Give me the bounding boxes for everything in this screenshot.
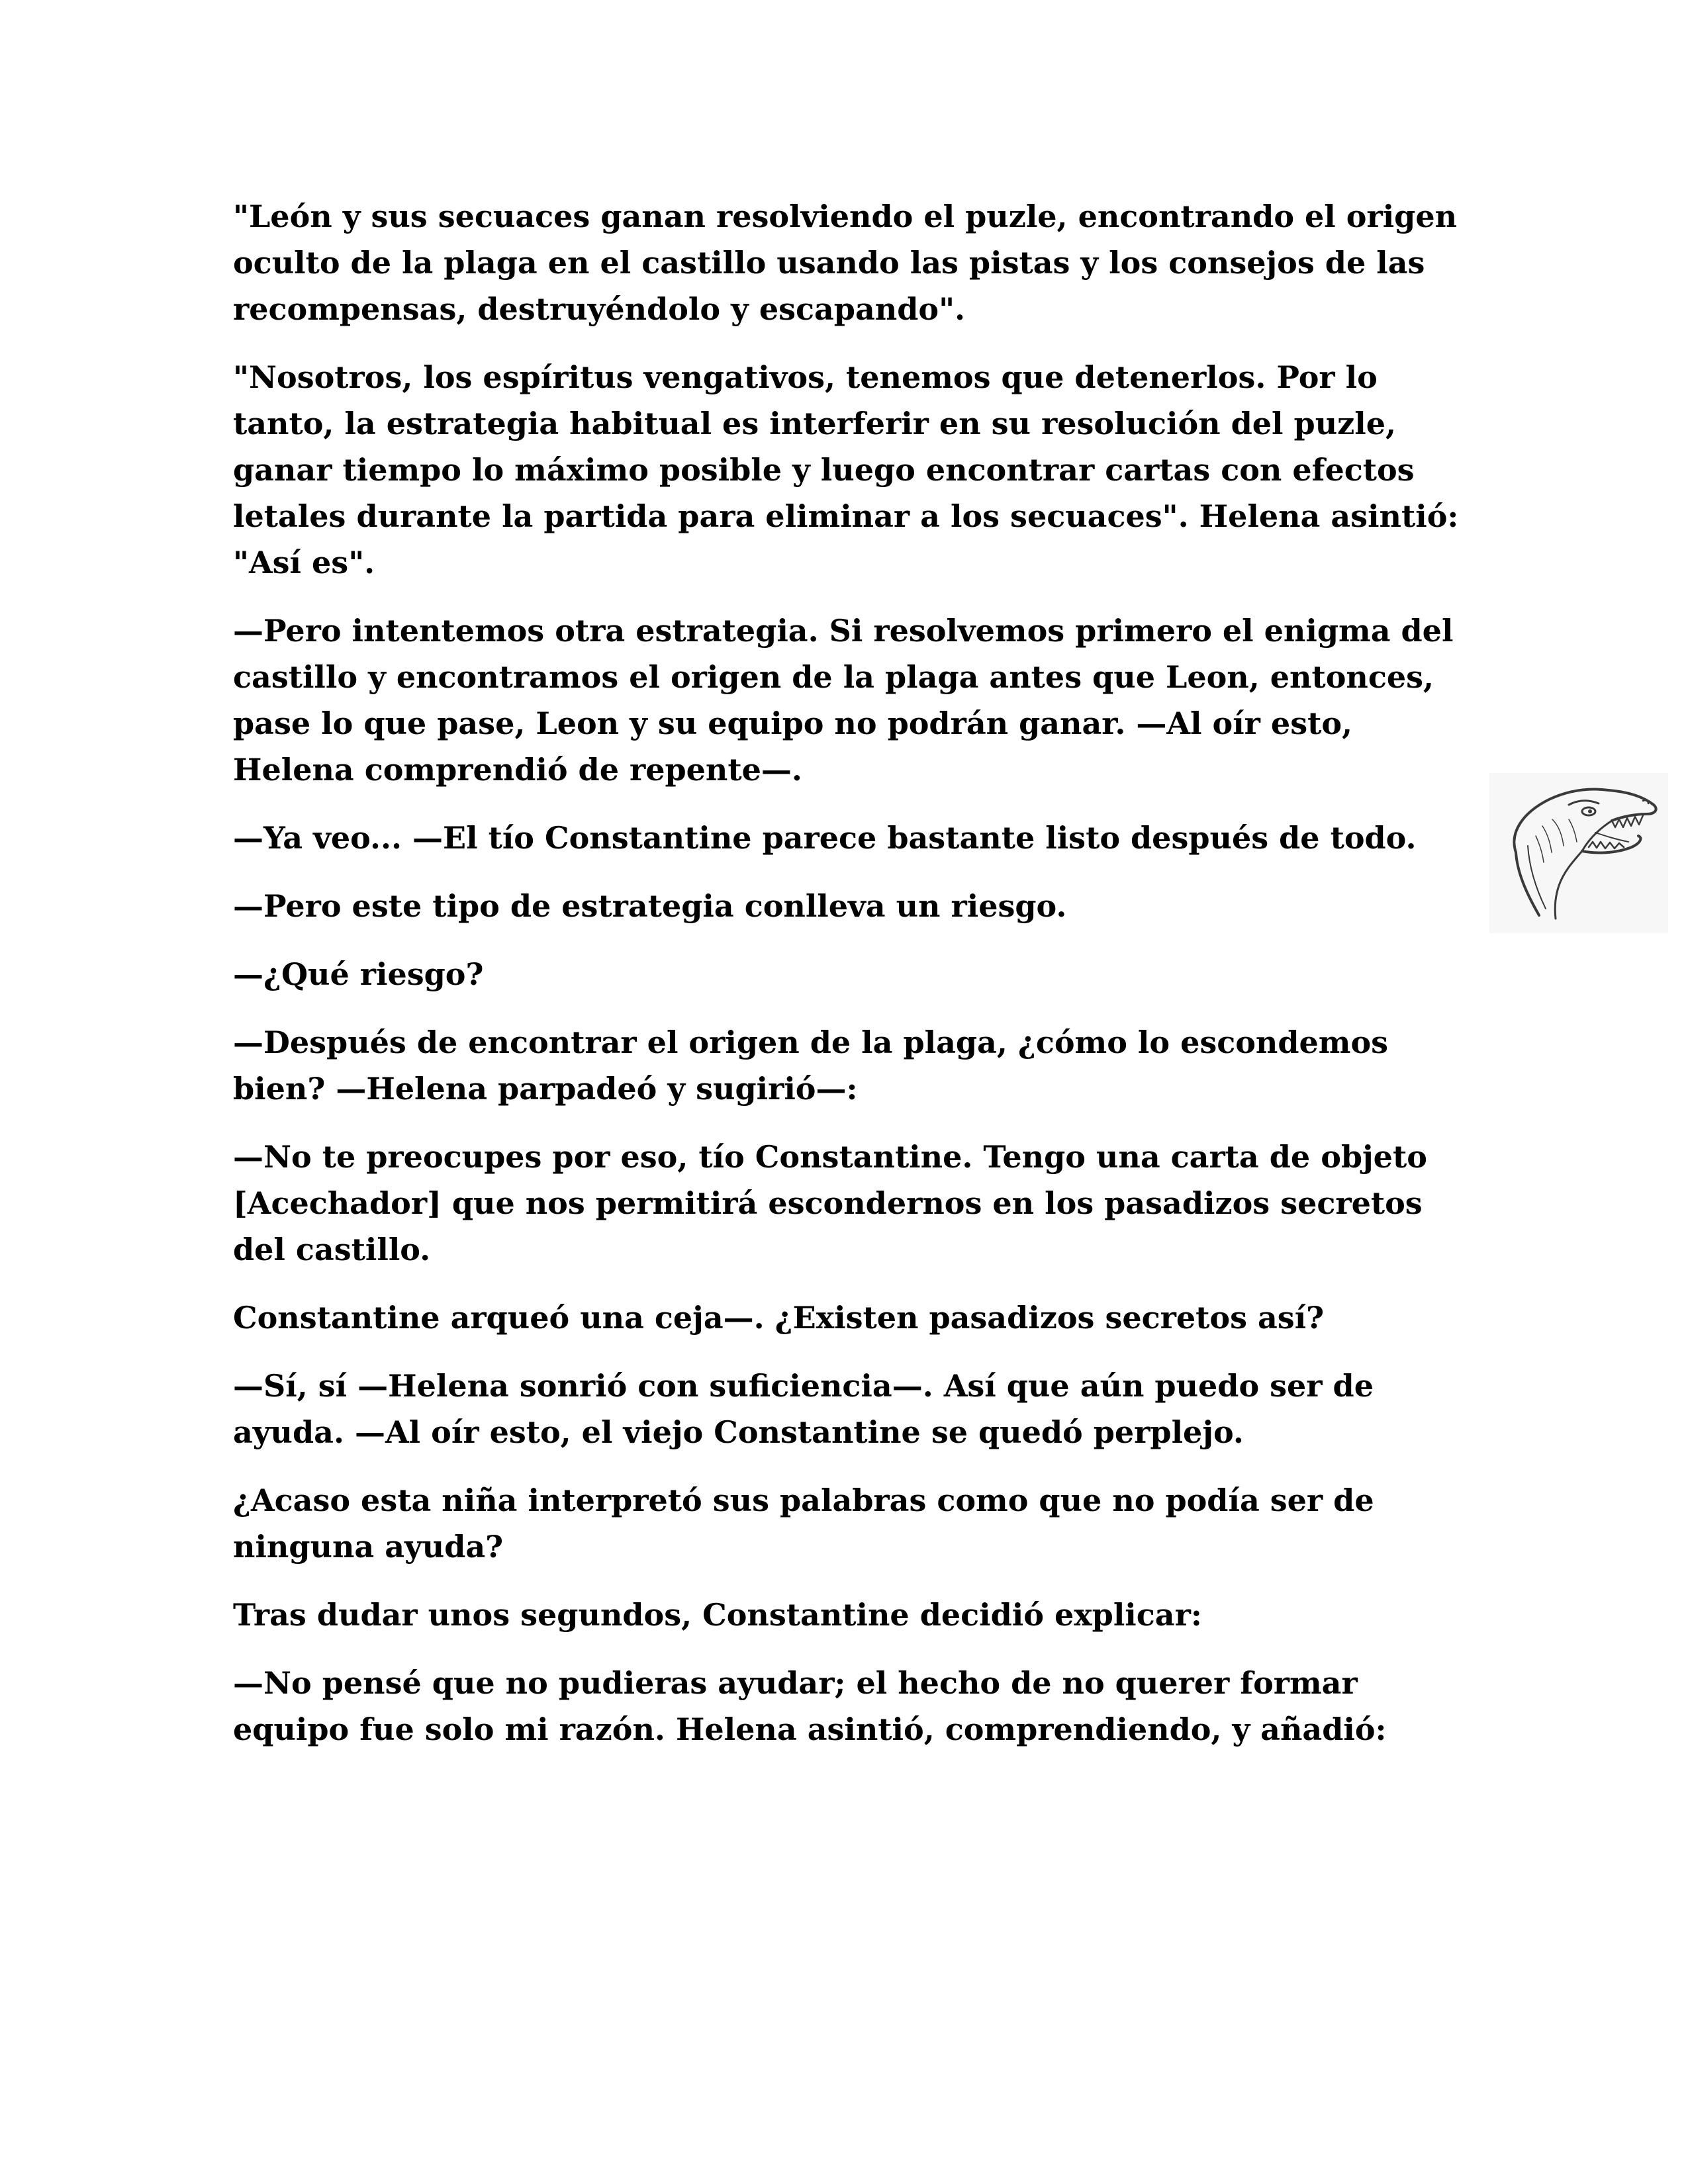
paragraph-13: —No pensé que no pudieras ayudar; el hecho de no querer formar equipo fue solo mi razón. Helena asintió, comprendiendo, y añadió: <box>233 1665 1387 1747</box>
paragraph-8: —No te preocupes por eso, tío Constantine. Tengo una carta de objeto [Acechador] que nos permitirá escondernos en los pasadizos secretos del castillo. <box>233 1139 1427 1267</box>
dinosaur-head-sketch-icon <box>1489 773 1668 933</box>
paragraph-7: —Después de encontrar el origen de la plaga, ¿cómo lo escondemos bien? —Helena parpadeó y sugirió—: <box>233 1024 1389 1107</box>
paragraph-9: Constantine arqueó una ceja—. ¿Existen pasadizos secretos así? <box>233 1300 1325 1336</box>
paragraph-3: —Pero intentemos otra estrategia. Si resolvemos primero el enigma del castillo y encontramos el origen de la plaga antes que Leon, entonces, pase lo que pase, Leon y su equipo no podrán ganar. —Al oír esto, Helena comprendió de repente—. <box>233 613 1454 788</box>
paragraph-12: Tras dudar unos segundos, Constantine decidió explicar: <box>233 1597 1202 1633</box>
paragraph-1: "León y sus secuaces ganan resolviendo el puzle, encontrando el origen oculto de la plaga en el castillo usando las pistas y los consejos de las recompensas, destruyéndolo y escapando". <box>233 199 1458 327</box>
paragraph-5: —Pero este tipo de estrategia conlleva un riesgo. <box>233 888 1067 924</box>
paragraph-10: —Sí, sí —Helena sonrió con suficiencia—. Así que aún puedo ser de ayuda. —Al oír esto, el viejo Constantine se quedó perplejo. <box>233 1368 1374 1450</box>
paragraph-4: —Ya veo... —El tío Constantine parece bastante listo después de todo. <box>233 820 1417 856</box>
paragraph-6: —¿Qué riesgo? <box>233 956 484 992</box>
paragraph-11: ¿Acaso esta niña interpretó sus palabras como que no podía ser de ninguna ayuda? <box>233 1482 1374 1565</box>
paragraph-2: "Nosotros, los espíritus vengativos, tenemos que detenerlos. Por lo tanto, la estrategia habitual es interferir en su resolución del puzle, ganar tiempo lo máximo posible y luego encontrar cartas con efectos letales durante la partida para eliminar a los secuaces". Helena asintió: "Así es". <box>233 359 1459 580</box>
body-text <box>233 193 1477 1774</box>
